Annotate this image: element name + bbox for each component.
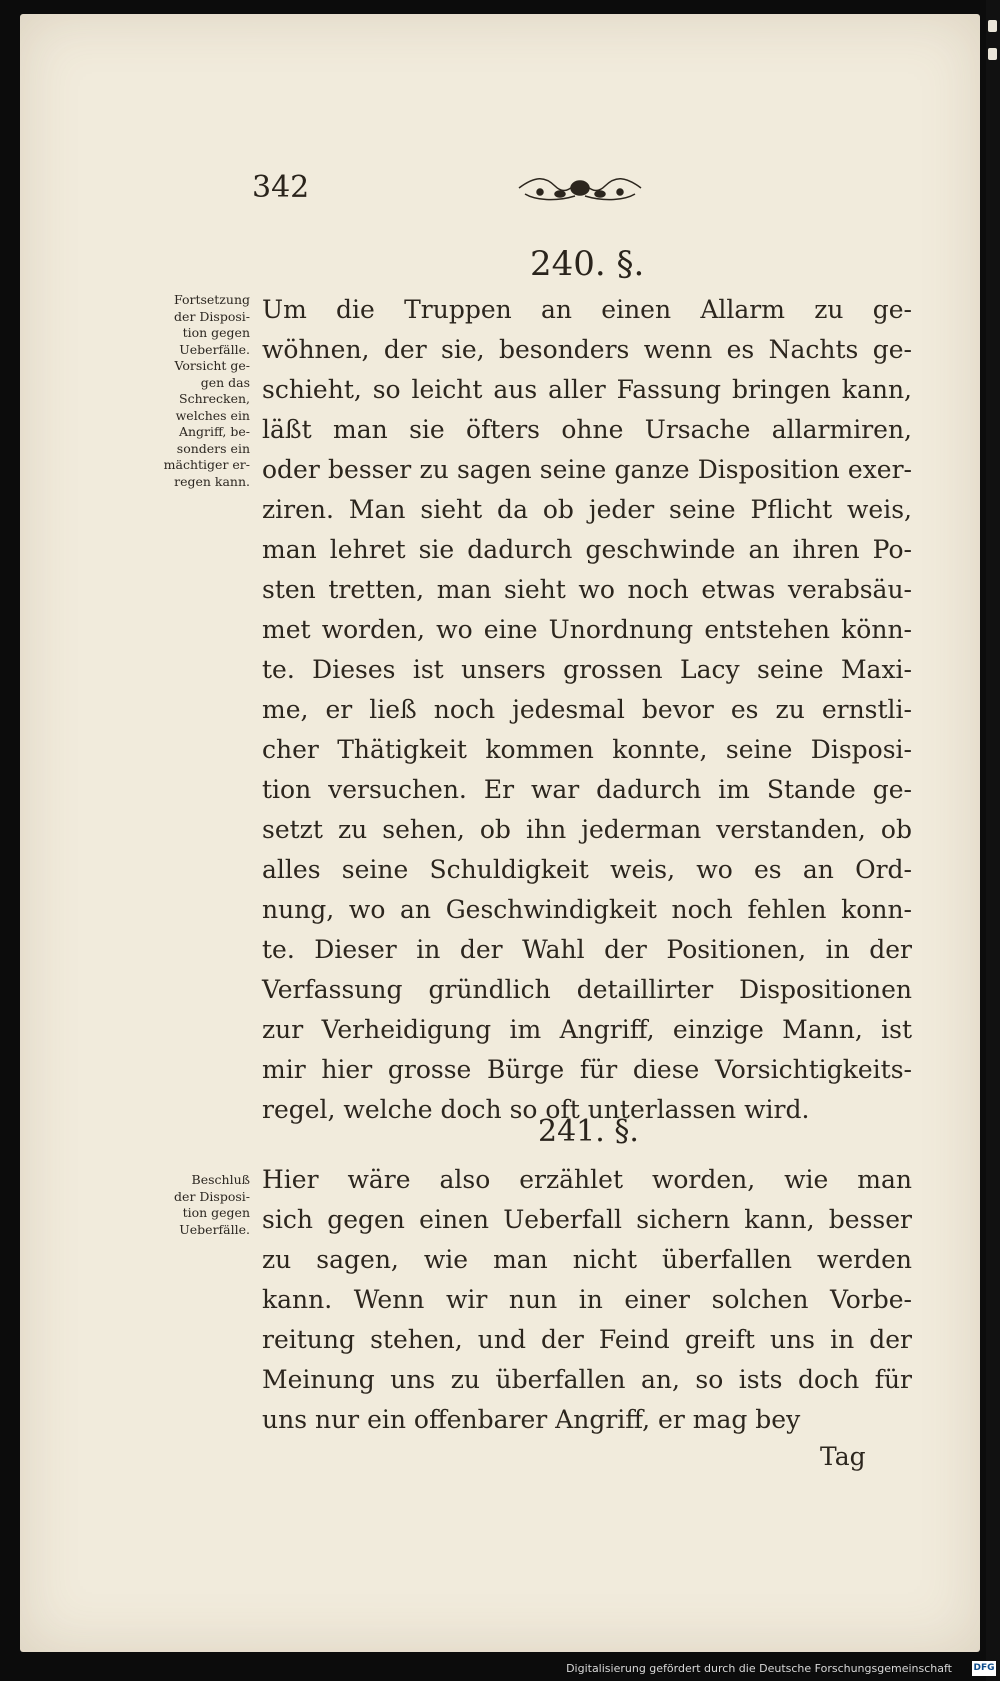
- dfg-logo: DFG: [972, 1661, 996, 1676]
- text-line: Um die Truppen an einen Allarm zu ge-: [262, 295, 912, 324]
- text-line: läßt man sie öfters ohne Ursache allarmiren,: [262, 415, 912, 444]
- text-line: oder besser zu sagen seine ganze Disposition exer-: [262, 455, 912, 484]
- text-line: te. Dieser in der Wahl der Positionen, in der: [262, 935, 912, 964]
- text-line: ziren. Man sieht da ob jeder seine Pflicht weis,: [262, 495, 912, 524]
- text-line: Meinung uns zu überfallen an, so ists doch für: [262, 1365, 912, 1394]
- page-number: 342: [252, 170, 310, 205]
- paragraph-240: [262, 290, 912, 1130]
- text-line: kann. Wenn wir nun in einer solchen Vorbe-: [262, 1285, 912, 1314]
- text-line: te. Dieses ist unsers grossen Lacy seine Maxi-: [262, 655, 912, 684]
- text-line: wöhnen, der sie, besonders wenn es Nachts ge-: [262, 335, 912, 364]
- text-line: zur Verheidigung im Angriff, einzige Mann, ist: [262, 1015, 912, 1044]
- margin-note-conclusion: Beschluß der Disposi- tion gegen Ueberfälle.: [174, 1172, 250, 1237]
- text-line: man lehret sie dadurch geschwinde an ihren Po-: [262, 535, 912, 564]
- scan-edge-strip: [986, 0, 1000, 1681]
- text-line: tion versuchen. Er war dadurch im Stande ge-: [262, 775, 912, 804]
- text-line: reitung stehen, und der Feind greift uns in der: [262, 1325, 912, 1354]
- paragraph-241: [262, 1160, 912, 1440]
- text-line: me, er ließ noch jedesmal bevor es zu ernstli-: [262, 695, 912, 724]
- text-line: cher Thätigkeit kommen konnte, seine Disposi-: [262, 735, 912, 764]
- text-line: setzt zu sehen, ob ihn jederman verstanden, ob: [262, 815, 912, 844]
- text-line: sich gegen einen Ueberfall sichern kann, besser: [262, 1205, 912, 1234]
- text-line: Verfassung gründlich detaillirter Dispositionen: [262, 975, 912, 1004]
- digitization-credit: Digitalisierung gefördert durch die Deutsche Forschungsgemeinschaft: [566, 1662, 952, 1675]
- section-heading-241: 241. §.: [538, 1114, 639, 1149]
- margin-note-continuation: Fortsetzung der Disposi- tion gegen Ueberfälle. Vorsicht ge- gen das Schrecken, welches ein Angriff, be- sonders ein mächtiger er- regen kann.: [163, 292, 250, 489]
- text-line: Hier wäre also erzählet worden, wie man: [262, 1165, 912, 1194]
- text-line: met worden, wo eine Unordnung entstehen könn-: [262, 615, 912, 644]
- text-line: uns nur ein offenbarer Angriff, er mag bey: [262, 1405, 801, 1434]
- section-heading-240: 240. §.: [530, 244, 645, 284]
- text-line: zu sagen, wie man nicht überfallen werden: [262, 1245, 912, 1274]
- text-line: alles seine Schuldigkeit weis, wo es an Ord-: [262, 855, 912, 884]
- catchword: Tag: [820, 1442, 866, 1471]
- text-line: mir hier grosse Bürge für diese Vorsichtigkeits-: [262, 1055, 912, 1084]
- text-line: sten tretten, man sieht wo noch etwas verabsäu-: [262, 575, 912, 604]
- text-line: nung, wo an Geschwindigkeit noch fehlen konn-: [262, 895, 912, 924]
- text-line: regel, welche doch so oft unterlassen wird.: [262, 1095, 810, 1124]
- text-line: schieht, so leicht aus aller Fassung bringen kann,: [262, 375, 912, 404]
- ornament-icon: [515, 166, 645, 210]
